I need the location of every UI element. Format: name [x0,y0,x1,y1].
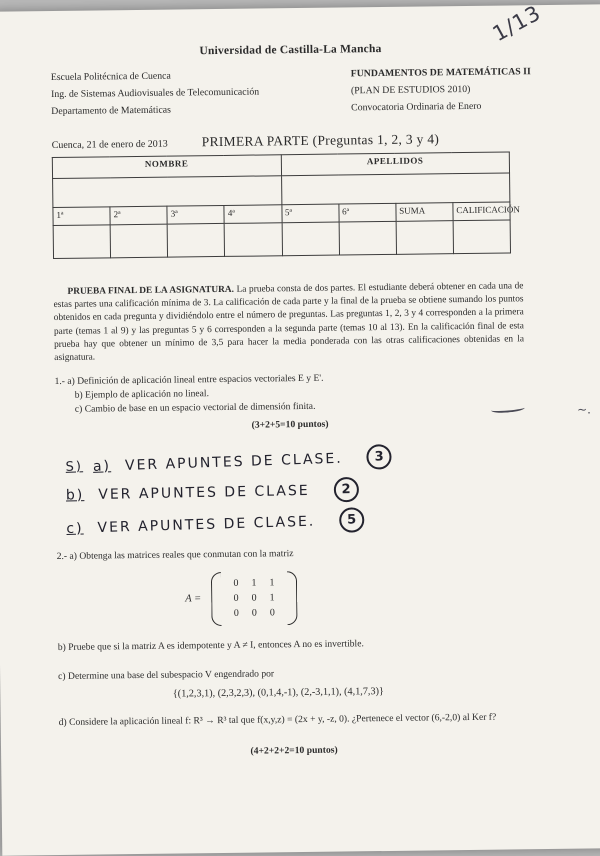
question-2-points: (4+2+2+2=10 puntos) [250,744,338,757]
circled-score-c: 5 [339,507,365,533]
instructions-lead: PRUEBA FINAL DE LA ASIGNATURA. [67,284,235,297]
matrix-body [211,571,298,626]
score-cell [339,221,397,255]
question-1c: c) Cambio de base en un espacio vectorial de dimensión finita. [74,400,316,415]
score-col-4: 4ª [224,205,281,224]
nombre-header-cell: NOMBRE [52,155,281,179]
nombre-entry-cell [53,176,282,208]
handwritten-label-c: c) [66,519,84,537]
handwritten-label-b: b) [65,486,85,503]
question-2b: b) Pruebe que si la matriz A es idempotente y A ≠ I, entonces A no es invertible. [57,637,364,653]
university-title: Universidad de Castilla-La Mancha [199,43,382,58]
matrix-cell: 1 [269,576,275,589]
score-cell [396,221,454,255]
header-school: Escuela Politécnica de Cuenca [50,70,171,84]
handwritten-text-a: VER APUNTES DE CLASE. [124,449,343,473]
score-col-6: 6ª [339,203,396,222]
handwritten-page-number: 1/13 [488,0,545,47]
score-table [52,151,520,259]
matrix-cell: 1 [251,577,257,589]
question-2c: c) Determine una base del subespacio V engendrado por [58,667,275,682]
matrix-right-paren [287,571,298,625]
apellidos-entry-cell [281,173,510,205]
header-convocatoria: Convocatoria Ordinaria de Enero [351,100,482,114]
matrix-name: A = [185,593,202,605]
question-2d: d) Considere la aplicación lineal f: R³ → R³ tal que f(x,y,z) = (2x + y, -z, 0). ¿Pertenece el vector (6,-2,0) al Ker f? [58,711,497,728]
date-row [52,130,532,152]
header-department: Departamento de Matemáticas [51,104,171,118]
question-1-points: (3+2+5=10 puntos) [251,418,329,431]
matrix-cell: 0 [251,607,257,619]
matrix-cell: 0 [233,592,239,604]
score-cell [53,225,111,259]
matrix-entries [221,571,288,626]
header-subject: FUNDAMENTOS DE MATEMÁTICAS II [350,66,531,80]
question-1a: 1.- a) Definición de aplicación lineal entre espacios vectoriales E y E'. [54,372,324,387]
score-cell [453,220,511,254]
score-cell [225,223,283,257]
matrix-cell: 0 [251,592,257,604]
exam-date: Cuenca, 21 de enero de 2013 [51,138,168,152]
score-col-5: 5ª [281,204,338,223]
circled-score-a: 3 [366,444,392,470]
matrix-cell: 0 [233,577,239,589]
pen-tilde-mark: ~. [576,402,592,417]
handwritten-solution-prefix: S) [65,458,84,475]
page-content [0,4,600,759]
part-title: PRIMERA PARTE (Preguntas 1, 2, 3 y 4) [201,131,440,150]
matrix-left-paren [211,572,222,626]
question-1 [54,369,532,417]
vector-set: {(1,2,3,1), (2,3,2,3), (0,1,4,-1), (2,-3,1,1), (4,1,7,3)} [172,685,384,700]
header-row [51,63,532,120]
question-1b: b) Ejemplo de aplicación no lineal. [74,387,210,401]
matrix-A [185,568,538,626]
question-2a: 2.- a) Obtenga las matrices reales que conmutan con la matriz [56,547,294,562]
score-col-2: 2ª [110,206,167,225]
score-cell [110,224,168,258]
score-col-suma: SUMA [396,203,453,222]
header-plan: (PLAN DE ESTUDIOS 2010) [350,83,471,97]
matrix-cell: 1 [269,591,275,604]
instructions-body: La prueba consta de dos partes. El estudiante deberá obtener en cada una de estas partes una calificación mínima de 3. La calificación de cada parte y la final de la prueba se obtiene sumando los puntos obtenidos en cada pregunta y dividiéndolo entre el número de preguntas. Las preguntas 1, 2, 3 y 4 corresponden a la primera parte (temas 1 al 9) y las preguntas 5 y 6 corresponden a la segunda parte (temas 10 al 13). En la calificación final de esta prueba hay que obtener un mínimo de 3,5 para hacer la media ponderada con las otras calificaciones obtenidas en la asignatura. [53,281,525,364]
handwritten-answers [65,441,536,540]
score-col-3: 3ª [167,205,224,224]
header-left-column [51,67,260,121]
matrix-cell: 0 [233,607,239,619]
handwritten-text-c: VER APUNTES DE CLASE. [97,512,316,536]
score-entry-row [53,220,510,259]
score-cell [282,222,340,256]
apellidos-header-cell: APELLIDOS [281,152,510,176]
handwritten-text-b: VER APUNTES DE CLASE [98,481,310,503]
circled-score-b: 2 [333,477,358,502]
header-degree: Ing. de Sistemas Audiovisuales de Telecomunicación [50,86,260,101]
handwritten-label-a: a) [92,457,112,475]
header-right-column [351,63,532,116]
score-cell [167,223,225,257]
score-col-calificacion: CALIFICACIÓN [453,202,510,221]
score-col-1: 1ª [53,207,110,226]
exam-instructions [53,280,524,365]
matrix-cell: 0 [269,606,275,619]
